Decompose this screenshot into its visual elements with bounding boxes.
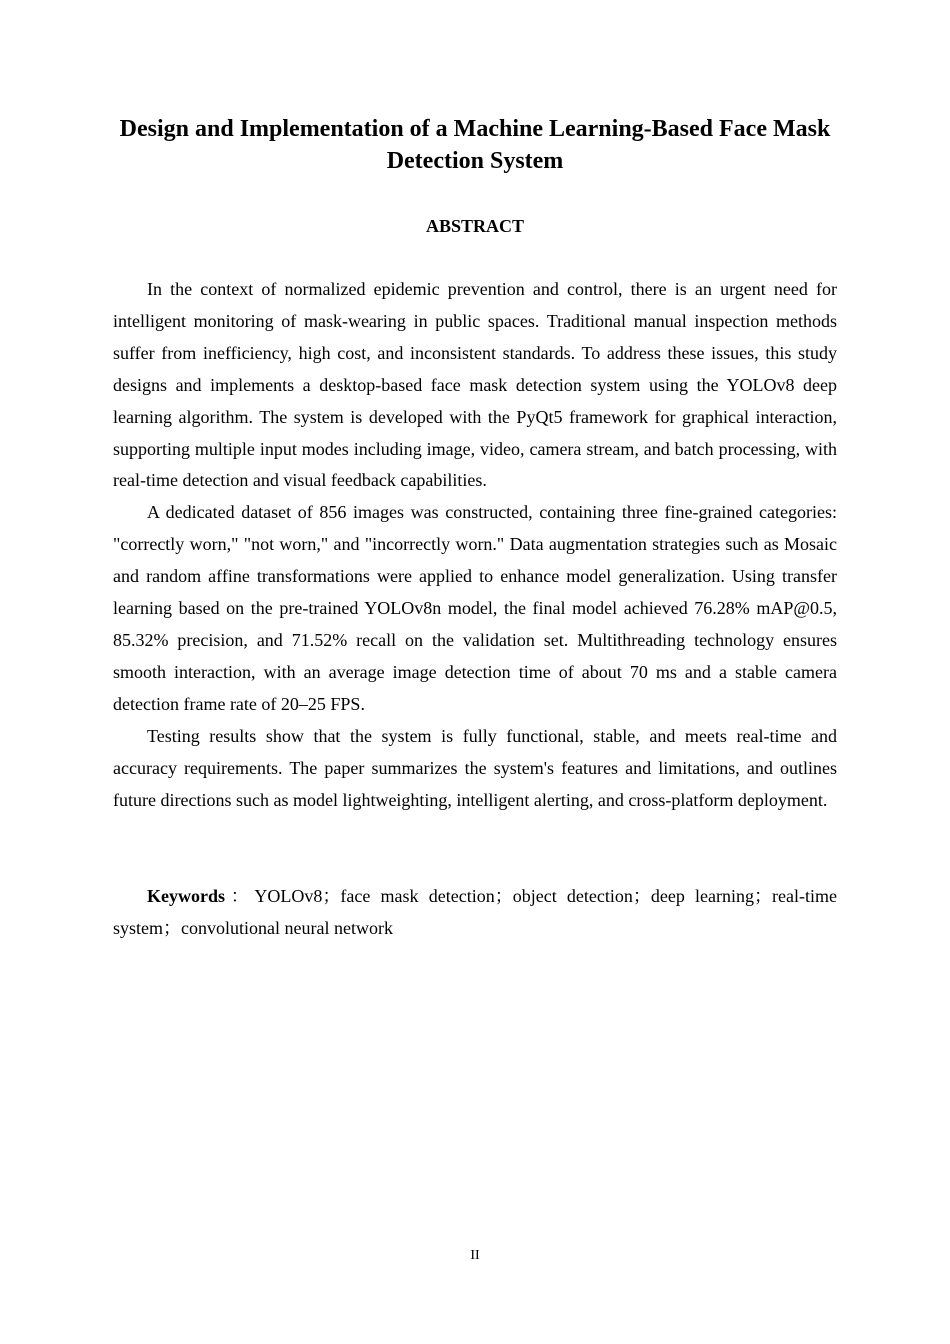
keywords-label: Keywords xyxy=(147,886,225,906)
abstract-paragraph-3: Testing results show that the system is fully functional, stable, and meets real-time and accuracy requirements. The paper summarizes the system's features and limitations, and outlines future directions such as model lightweighting, intelligent alerting, and cross-platform deployment. xyxy=(113,725,837,810)
keywords-text: YOLOv8；face mask detection；object detection；deep learning；real-time system；convolutional neural network xyxy=(113,886,837,938)
keywords-line xyxy=(113,881,837,945)
keywords-separator: ： xyxy=(225,886,255,906)
abstract-body xyxy=(113,274,837,816)
page-number: II xyxy=(470,1248,480,1263)
paper-title: Design and Implementation of a Machine Learning-Based Face Mask Detection System xyxy=(119,116,831,174)
abstract-paragraph-1: In the context of normalized epidemic prevention and control, there is an urgent need for intelligent monitoring of mask-wearing in public spaces. Traditional manual inspection methods suffer from inefficiency, high cost, and inconsistent standards. To address these issues, this study designs and implements a desktop-based face mask detection system using the YOLOv8 deep learning algorithm. The system is developed with the PyQt5 framework for graphical interaction, supporting multiple input modes including image, video, camera stream, and batch processing, with real-time detection and visual feedback capabilities. xyxy=(113,279,837,491)
abstract-heading: ABSTRACT xyxy=(425,216,525,236)
abstract-paragraph-2: A dedicated dataset of 856 images was constructed, containing three fine-grained categories: "correctly worn," "not worn," and "incorrectly worn." Data augmentation strategies such as Mosaic and random affine transformations were applied to enhance model generalization. Using transfer learning based on the pre-trained YOLOv8n model, the final model achieved 76.28% mAP@0.5, 85.32% precision, and 71.52% recall on the validation set. Multithreading technology ensures smooth interaction, with an average image detection time of about 70 ms and a stable camera detection frame rate of 20–25 FPS. xyxy=(113,502,837,714)
